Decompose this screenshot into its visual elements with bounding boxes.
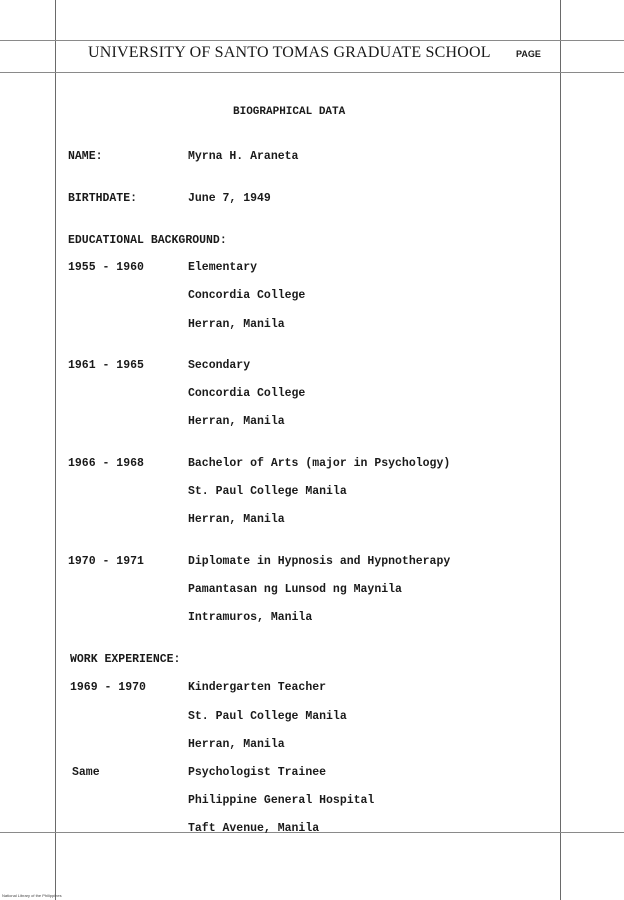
work-position: Kindergarten Teacher [188, 681, 327, 694]
header-top-rule [0, 40, 624, 41]
work-location: Herran, Manila [188, 738, 285, 751]
document-title: BIOGRAPHICAL DATA [233, 106, 346, 118]
name-value: Myrna H. Araneta [188, 150, 299, 163]
work-years: 1969 - 1970 [70, 681, 146, 694]
education-school: St. Paul College Manila [188, 485, 347, 498]
work-employer: Philippine General Hospital [188, 794, 375, 807]
education-years: 1961 - 1965 [68, 359, 144, 372]
education-heading: EDUCATIONAL BACKGROUND: [68, 234, 227, 247]
education-level: Secondary [188, 359, 251, 372]
education-years: 1966 - 1968 [68, 457, 144, 470]
left-margin-rule [55, 0, 56, 900]
education-level: Elementary [188, 261, 258, 274]
work-position: Psychologist Trainee [188, 766, 327, 779]
education-school: Concordia College [188, 289, 306, 302]
education-school: Pamantasan ng Lunsod ng Maynila [188, 583, 402, 596]
archive-footer: National Library of the Philippines [2, 893, 62, 898]
work-heading: WORK EXPERIENCE: [70, 653, 181, 666]
birthdate-value: June 7, 1949 [188, 192, 271, 205]
birthdate-label: BIRTHDATE: [68, 192, 138, 205]
work-years: Same [72, 766, 100, 779]
education-location: Herran, Manila [188, 513, 285, 526]
education-location: Intramuros, Manila [188, 611, 313, 624]
institution-header: UNIVERSITY OF SANTO TOMAS GRADUATE SCHOOL [88, 44, 491, 61]
name-label: NAME: [68, 150, 103, 163]
education-years: 1955 - 1960 [68, 261, 144, 274]
work-location: Taft Avenue, Manila [188, 822, 320, 835]
right-margin-rule [560, 0, 561, 900]
education-location: Herran, Manila [188, 415, 285, 428]
work-employer: St. Paul College Manila [188, 710, 347, 723]
header-bottom-rule [0, 72, 624, 73]
education-level: Bachelor of Arts (major in Psychology) [188, 457, 451, 470]
page-label: PAGE [516, 49, 541, 59]
education-school: Concordia College [188, 387, 306, 400]
education-years: 1970 - 1971 [68, 555, 144, 568]
education-level: Diplomate in Hypnosis and Hypnotherapy [188, 555, 451, 568]
education-location: Herran, Manila [188, 318, 285, 331]
